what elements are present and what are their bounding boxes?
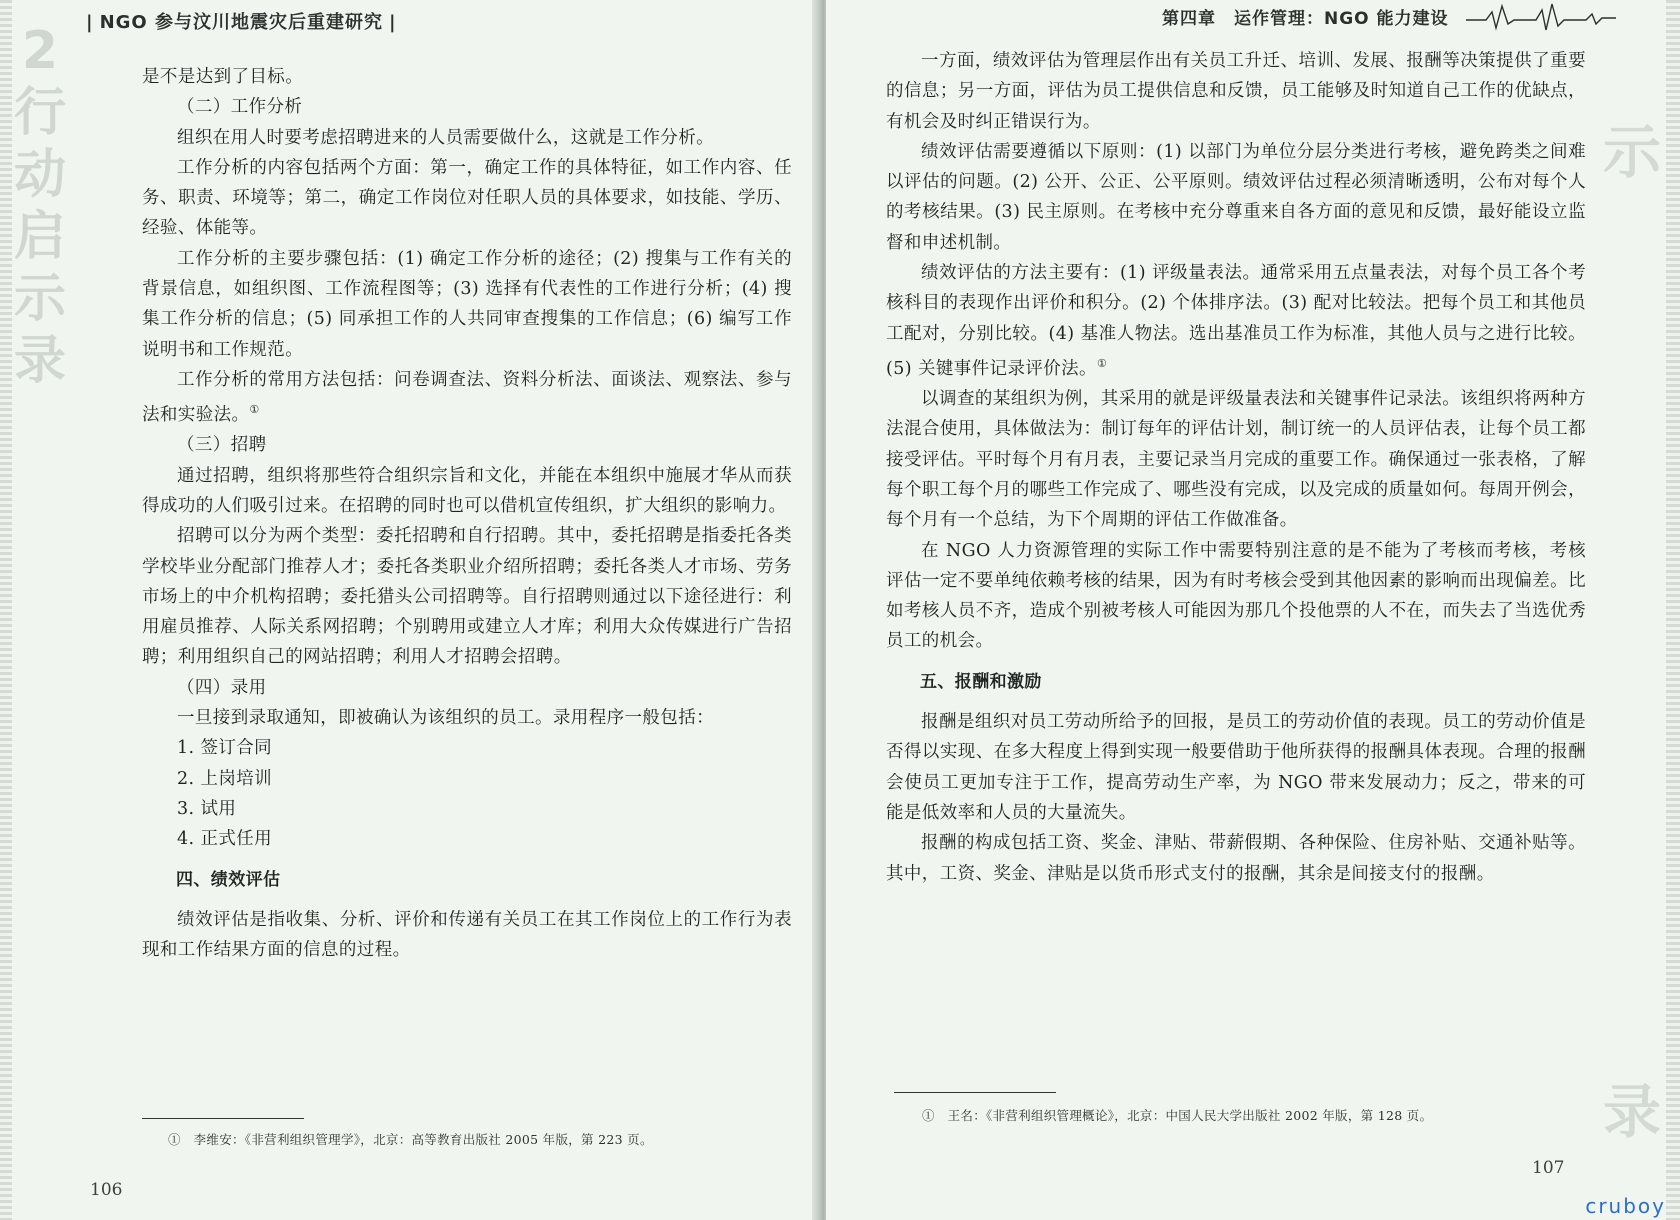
- side-decoration-text: 2 行 动 启 示 录: [13, 21, 62, 391]
- paragraph-text: 以调查的某组织为例，其采用的就是评级量表法和关键事件记录法。该组织将两种方法混合使用，具体做法为：制订每年的评估计划，制订统一的人员评估表，让每个员工都接受评估。平时每个月有月表，主要记录当月完成的重要工作。确保通过一张表格，了解每个职工每个月的哪些工作完成了、哪些没有完成，以及完成的质量如何。每周开例会，每个月有一个总结，为下个周期的评估工作做准备。: [886, 389, 1586, 531]
- list-item: [142, 764, 792, 794]
- subheading: [142, 430, 792, 460]
- paragraph: [886, 46, 1586, 137]
- page-number: 106: [90, 1180, 123, 1200]
- paragraph-text: 四、绩效评估: [176, 869, 281, 890]
- section-heading: [886, 667, 1586, 697]
- paragraph: [142, 461, 792, 522]
- paragraph: [142, 521, 792, 672]
- paragraph: [142, 703, 792, 733]
- running-head-title: NGO 参与汶川地震灾后重建研究: [99, 12, 383, 33]
- paragraph: [142, 365, 792, 430]
- footnote-marker[interactable]: ①: [1096, 356, 1108, 370]
- running-head-bar-right: |: [388, 12, 397, 33]
- paragraph-text: 工作分析的常用方法包括：问卷调查法、资料分析法、面谈法、观察法、参与法和实验法。: [142, 369, 792, 426]
- paragraph: [886, 258, 1586, 384]
- paragraph: [142, 905, 792, 966]
- paragraph: [886, 384, 1586, 535]
- paragraph-text: 工作分析的内容包括两个方面：第一，确定工作的具体特征，如工作内容、任务、职责、环境等；第二，确定工作岗位对任职人员的具体要求，如技能、学历、经验、体能等。: [142, 157, 792, 239]
- paragraph-text: 招聘可以分为两个类型：委托招聘和自行招聘。其中，委托招聘是指委托各类学校毕业分配部门推荐人才；委托各类职业介绍所招聘；委托各类人才市场、劳务市场上的中介机构招聘；委托猎头公司招聘等。自行招聘则通过以下途径进行：利用雇员推荐、人际关系网招聘；个别聘用或建立人才库；利用大众传媒进行广告招聘；利用组织自己的网站招聘；利用人才招聘会招聘。: [142, 526, 792, 668]
- subheading: [142, 92, 792, 122]
- side-decoration-bottom: 录: [1602, 1078, 1661, 1146]
- right-page: [826, 0, 1680, 1220]
- paragraph-text: （三）招聘: [177, 435, 267, 456]
- list-item: [142, 733, 792, 763]
- side-decoration-top: 示: [1602, 118, 1661, 186]
- paragraph-text: 是不是达到了目标。: [142, 67, 304, 87]
- footnote-marker[interactable]: ①: [249, 403, 260, 417]
- footnote: ① 王名：《非营利组织管理概论》，北京：中国人民大学出版社 2002 年版，第 128 页。: [922, 1108, 1433, 1123]
- paragraph-text: 3. 试用: [177, 798, 237, 819]
- paragraph-text: 绩效评估的方法主要有：(1) 评级量表法。通常采用五点量表法，对每个员工各个考核科目的表现作出评价和积分。(2) 个体排序法。(3) 配对比较法。把每个员工和其他员工配对，分别比较。(4) 基准人物法。选出基准员工作为标准，其他人员与之进行比较。(5) 关键事件记录评价法。: [886, 263, 1586, 379]
- chapter-number: 第四章: [1162, 9, 1216, 29]
- list-item: [142, 794, 792, 824]
- paragraph-text: （四）录用: [177, 677, 267, 698]
- paragraph: [142, 62, 792, 92]
- page-number: 107: [1532, 1158, 1565, 1178]
- paragraph-text: 五、报酬和激励: [920, 671, 1042, 692]
- paragraph-text: 绩效评估需要遵循以下原则：(1) 以部门为单位分层分类进行考核，避免跨类之间难以评估的问题。(2) 公开、公正、公平原则。绩效评估过程必须清晰透明，公布对每个人的考核结果。(3) 民主原则。在考核中充分尊重来自各方面的意见和反馈，最好能设立监督和申述机制。: [886, 141, 1586, 253]
- left-page: [0, 0, 818, 1220]
- subheading: [142, 673, 792, 703]
- paragraph-text: 1. 签订合同: [177, 738, 273, 759]
- paragraph-text: 在 NGO 人力资源管理的实际工作中需要特别注意的是不能为了考核而考核，考核评估一定不要单纯依赖考核的结果，因为有时考核会受到其他因素的影响而出现偏差。比如考核人员不齐，造成个别被考核人可能因为那几个投他票的人不在，而失去了当选优秀员工的机会。: [886, 540, 1586, 652]
- paragraph-text: 报酬的构成包括工资、奖金、津贴、带薪假期、各种保险、住房补贴、交通补贴等。其中，工资、奖金、津贴是以货币形式支付的报酬，其余是间接支付的报酬。: [886, 833, 1586, 884]
- heartbeat-line-icon: [1466, 2, 1616, 32]
- watermark: cruboy: [1585, 1194, 1666, 1218]
- right-body-text: [886, 46, 1586, 889]
- footnote-rule: [894, 1092, 1056, 1093]
- paragraph-text: 一旦接到录取通知，即被确认为该组织的员工。录用程序一般包括：: [177, 708, 714, 729]
- paragraph: [142, 153, 792, 244]
- chapter-head: [1162, 4, 1449, 29]
- paragraph: [142, 244, 792, 365]
- paragraph-text: （二）工作分析: [177, 97, 303, 118]
- paragraph-text: 通过招聘，组织将那些符合组织宗旨和文化，并能在本组织中施展才华从而获得成功的人们吸引过来。在招聘的同时也可以借机宣传组织，扩大组织的影响力。: [142, 465, 792, 516]
- paragraph-text: 报酬是组织对员工劳动所给予的回报，是员工的劳动价值的表现。员工的劳动价值是否得以实现、在多大程度上得到实现一般要借助于他所获得的报酬具体表现。合理的报酬会使员工更加专注于工作，提高劳动生产率，为 NGO 带来发展动力；反之，带来的可能是低效率和人员的大量流失。: [886, 712, 1586, 823]
- paragraph: [886, 828, 1586, 889]
- paragraph: [886, 707, 1586, 828]
- left-body-text: [142, 62, 792, 965]
- paragraph: [886, 536, 1586, 657]
- running-head-bar-left: |: [86, 12, 94, 33]
- section-heading: [142, 865, 792, 895]
- paragraph: [886, 137, 1586, 258]
- chapter-title: 运作管理：NGO 能力建设: [1234, 9, 1449, 29]
- paragraph: [142, 123, 792, 153]
- list-item: [142, 824, 792, 854]
- paragraph-text: 4. 正式任用: [177, 829, 273, 850]
- footnote-rule: [142, 1118, 304, 1119]
- running-head: [80, 8, 403, 34]
- paragraph-text: 绩效评估是指收集、分析、评价和传递有关员工在其工作岗位上的工作行为表现和工作结果方面的信息的过程。: [142, 909, 792, 961]
- paragraph-text: 2. 上岗培训: [177, 768, 273, 789]
- paragraph-text: 组织在用人时要考虑招聘进来的人员需要做什么，这就是工作分析。: [177, 127, 714, 148]
- footnote: ① 李维安：《非营利组织管理学》，北京：高等教育出版社 2005 年版，第 223 页。: [168, 1132, 653, 1147]
- paragraph-text: 一方面，绩效评估为管理层作出有关员工升迁、培训、发展、报酬等决策提供了重要的信息；另一方面，评估为员工提供信息和反馈，员工能够及时知道自己工作的优缺点，有机会及时纠正错误行为。: [886, 51, 1586, 132]
- paragraph-text: 工作分析的主要步骤包括：(1) 确定工作分析的途径；(2) 搜集与工作有关的背景信息，如组织图、工作流程图等；(3) 选择有代表性的工作进行分析；(4) 搜集工作分析的信息；(5) 同承担工作的人共同审查搜集的工作信息；(6) 编写工作说明书和工作规范。: [142, 248, 792, 360]
